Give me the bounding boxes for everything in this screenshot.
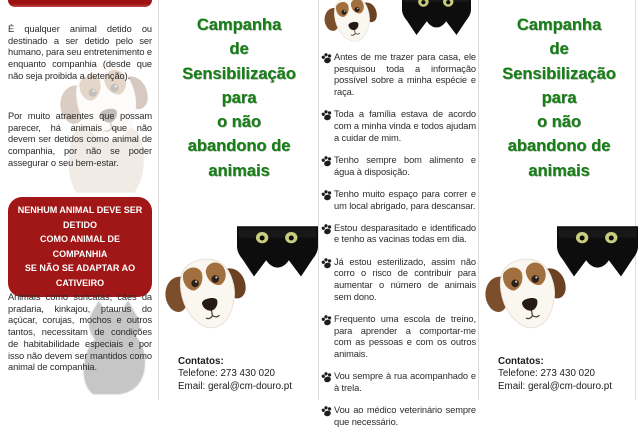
- checklist-item: [320, 189, 476, 212]
- checklist-item-text: Toda a família estava de acordo com a minha vinda e todos ajudam a cuidar de mim.: [334, 109, 476, 143]
- title-line: para: [541, 88, 577, 107]
- species-paragraph: Animais como suricatas, cães da pradaria, kinkajou, ptaurus do açúcar, corujas, mochos e outros tantos, necessitam de condições de habitabilidade especiais e por isso não devem ser mantidos como animal de companhia.: [8, 292, 152, 373]
- title-line: animais: [528, 161, 590, 180]
- checklist-item-text: Vou ao médico veterinário sempre que necessário.: [334, 405, 476, 427]
- paw-icon: [321, 405, 332, 417]
- title-line: Sensibilização: [182, 64, 296, 83]
- warning-box: [8, 197, 152, 297]
- title-line: Sensibilização: [502, 64, 616, 83]
- campaign-title: [480, 13, 638, 183]
- contacts-block: [178, 356, 292, 393]
- checklist-item-text: Tenho muito espaço para correr e um local abrigado, para descansar.: [334, 188, 476, 211]
- checklist-item: [320, 223, 476, 246]
- clipped-red-box-top: [8, 0, 152, 7]
- checklist-item-text: Antes de me trazer para casa, ele pesquisou toda a informação possível sobre a minha espécie e raça.: [334, 52, 476, 98]
- title-line: o não: [217, 113, 261, 132]
- title-line: Campanha: [196, 16, 282, 34]
- tilted-beagle-dog-photo: [161, 246, 251, 332]
- title-line: para: [221, 88, 257, 107]
- checklist-item-partial: [320, 405, 476, 428]
- paw-icon: [321, 155, 332, 167]
- checklist-item: [320, 109, 476, 144]
- checklist-item: [320, 371, 476, 394]
- title-line: animais: [208, 161, 270, 180]
- paw-icon: [321, 189, 332, 201]
- title-line: abandono de: [187, 137, 291, 156]
- attention-paragraph: Por muito atraentes que possam parecer, há animais que não devem ser detidos como animal de companhia, por não se poder assegurar o seu bem-estar.: [8, 111, 152, 168]
- paw-icon: [321, 109, 332, 121]
- checklist-item: [320, 52, 476, 99]
- warning-box-line: CATIVEIRO: [55, 277, 105, 288]
- contacts-block: [498, 356, 612, 393]
- fold-divider: [478, 0, 479, 400]
- tilted-beagle-dog-photo: [481, 246, 571, 332]
- fold-divider: [318, 0, 319, 400]
- intro-paragraph: É qualquer animal detido ou destinado a ser detido pelo ser humano, para seu entretenimento e enquanto companhia (desde que não seja proibida a detenção).: [8, 24, 152, 81]
- checklist-item: [320, 314, 476, 361]
- warning-box-line: COMO ANIMAL DE COMPANHIA: [40, 234, 120, 259]
- warning-box-line: NENHUM ANIMAL DEVE SER DETIDO: [17, 205, 143, 230]
- paw-icon: [321, 223, 332, 235]
- paw-icon: [321, 371, 332, 383]
- contacts-phone: Telefone: 273 430 020: [178, 368, 275, 380]
- title-line: de: [549, 40, 569, 59]
- contacts-email: Email: geral@cm-douro.pt: [498, 380, 612, 392]
- checklist-item-text: Vou sempre à rua acompanhado e à trela.: [334, 371, 476, 393]
- pet-care-checklist: [320, 52, 476, 439]
- campaign-title: [160, 13, 318, 183]
- checklist-item-text: Tenho sempre bom alimento e água à disposição.: [334, 154, 476, 177]
- checklist-item: [320, 257, 476, 304]
- checklist-item: [320, 155, 476, 178]
- title-line: de: [229, 40, 249, 59]
- contacts-heading: Contatos:: [178, 356, 224, 367]
- title-line: o não: [537, 113, 581, 132]
- warning-box-line: SE NÃO SE ADAPTAR AO: [24, 263, 136, 274]
- title-line: abandono de: [507, 137, 611, 156]
- dog-photo-top-clipped: [322, 0, 380, 46]
- contacts-heading: Contatos:: [498, 356, 544, 367]
- paw-icon: [321, 314, 332, 326]
- checklist-item-text: Já estou esterilizado, assim não corro o risco de contribuir para aumentar o número de animais sem dono.: [334, 256, 476, 302]
- checklist-item-text: Estou desparasitado e identificado e tenho as vacinas todas em dia.: [334, 222, 476, 245]
- title-line: Campanha: [516, 16, 602, 34]
- contacts-phone: Telefone: 273 430 020: [498, 368, 595, 380]
- paw-icon: [321, 257, 332, 269]
- checklist-item-text: Frequento uma escola de treino, para aprender a comportar-me com as pessoas e com os outros animais.: [334, 313, 476, 360]
- contacts-email: Email: geral@cm-douro.pt: [178, 380, 292, 392]
- cat-photo-top-clipped: [402, 0, 471, 39]
- paw-icon: [321, 52, 332, 64]
